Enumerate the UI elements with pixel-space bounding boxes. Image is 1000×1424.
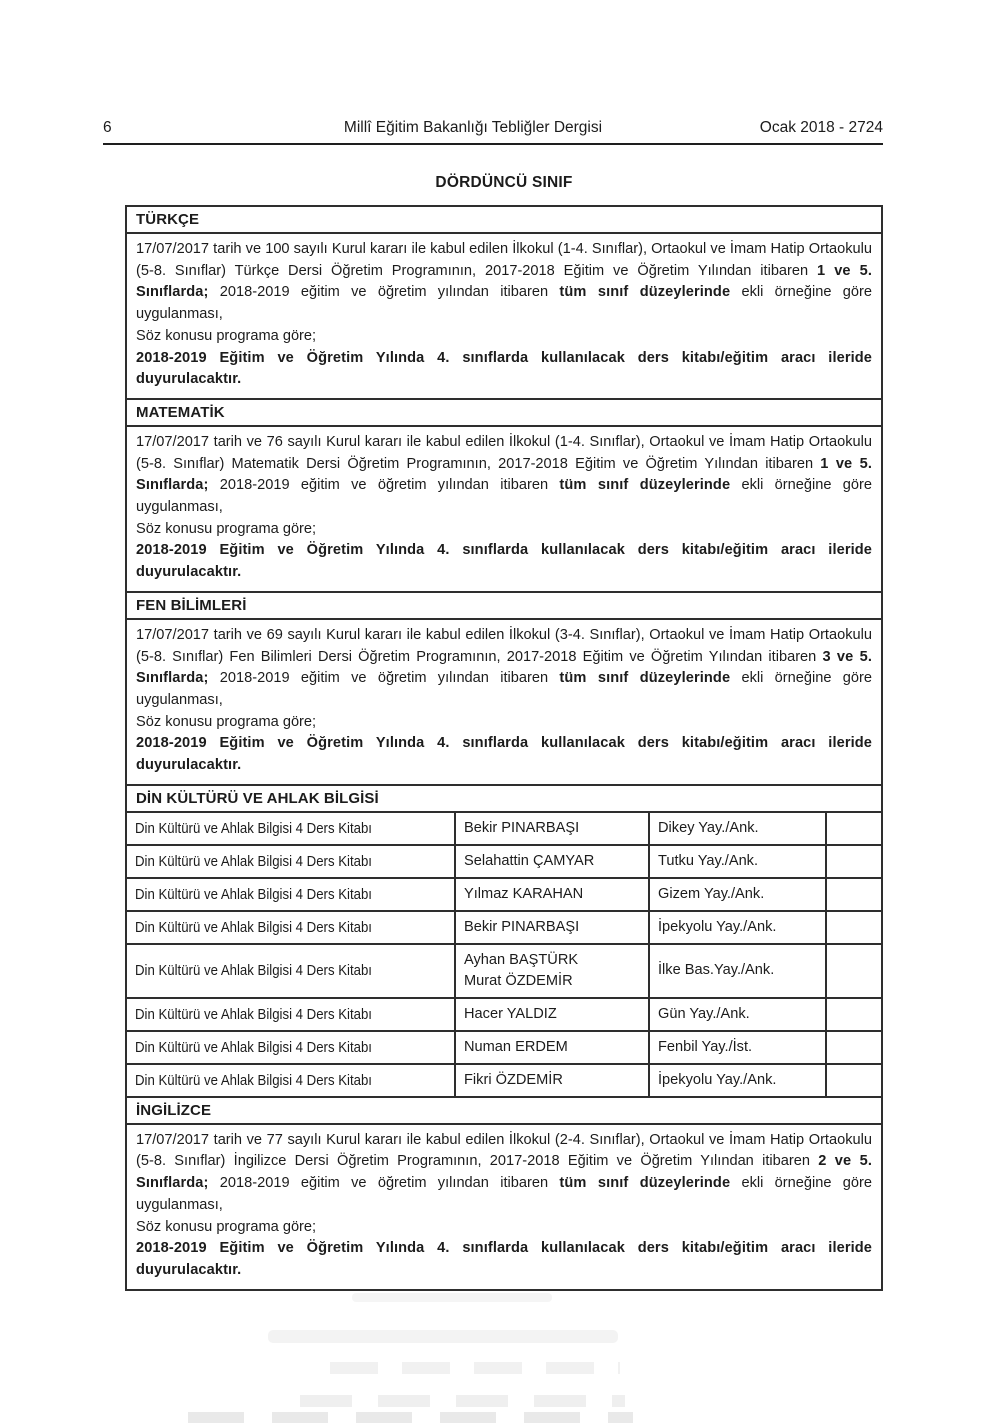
section-body-matematik: 17/07/2017 tarih ve 76 sayılı Kurul kararı ile kabul edilen İlkokul (1-4. Sınıflar), Ortaokul ve İmam Hatip Ortaokulu (5-8. Sınıflar) Matematik Dersi Öğretim Programının, 2017-2018 Eğitim ve Öğretim Yılından itibaren 1 ve 5. Sınıflarda; 2018-2019 eğitim ve öğretim yılından itibaren tüm sınıf düzeylerinde ekli örneğine göre uygulanması, Söz konusu programa göre; 2018-2019 Eğitim ve Öğretim Yılında 4. sınıflarda kullanılacak ders kitabı/eğitim aracı ileride duyurulacaktır. bbox=[127, 425, 881, 591]
section-header-din-kulturu: DİN KÜLTÜRÜ VE AHLAK BİLGİSİ bbox=[127, 784, 881, 811]
table-row bbox=[127, 997, 881, 1030]
publisher-cell: Fenbil Yay./İst. bbox=[648, 1032, 825, 1063]
author-cell: Bekir PINARBAŞI bbox=[454, 912, 648, 943]
table-row bbox=[127, 943, 881, 997]
empty-cell bbox=[825, 999, 881, 1030]
book-title-cell: Din Kültürü ve Ahlak Bilgisi 4 Ders Kitabı bbox=[135, 962, 372, 980]
empty-cell bbox=[825, 945, 881, 997]
table-row bbox=[127, 811, 881, 844]
author-cell: Yılmaz KARAHAN bbox=[454, 879, 648, 910]
table-row bbox=[127, 910, 881, 943]
author-cell: Fikri ÖZDEMİR bbox=[454, 1065, 648, 1096]
publisher-cell: Gün Yay./Ank. bbox=[648, 999, 825, 1030]
book-title-cell: Din Kültürü ve Ahlak Bilgisi 4 Ders Kitabı bbox=[135, 885, 372, 903]
page-number: 6 bbox=[103, 119, 112, 136]
publisher-cell: İlke Bas.Yay./Ank. bbox=[648, 945, 825, 997]
scan-artifact bbox=[300, 1395, 625, 1407]
book-title-cell: Din Kültürü ve Ahlak Bilgisi 4 Ders Kitabı bbox=[135, 918, 372, 936]
empty-cell bbox=[825, 813, 881, 844]
section-header-matematik: MATEMATİK bbox=[127, 398, 881, 425]
book-title-cell: Din Kültürü ve Ahlak Bilgisi 4 Ders Kitabı bbox=[135, 1071, 372, 1089]
author-cell: Hacer YALDIZ bbox=[454, 999, 648, 1030]
table-row bbox=[127, 844, 881, 877]
scan-artifact bbox=[330, 1362, 620, 1374]
section-body-fen-bilimleri: 17/07/2017 tarih ve 69 sayılı Kurul kararı ile kabul edilen İlkokul (3-4. Sınıflar), Ortaokul ve İmam Hatip Ortaokulu (5-8. Sınıflar) Fen Bilimleri Dersi Öğretim Programının, 2017-2018 Eğitim ve Öğretim Yılından itibaren 3 ve 5. Sınıflarda; 2018-2019 eğitim ve öğretim yılından itibaren tüm sınıf düzeylerinde ekli örneğine göre uygulanması, Söz konusu programa göre; 2018-2019 Eğitim ve Öğretim Yılında 4. sınıflarda kullanılacak ders kitabı/eğitim aracı ileride duyurulacaktır. bbox=[127, 618, 881, 784]
empty-cell bbox=[825, 1032, 881, 1063]
publisher-cell: Gizem Yay./Ank. bbox=[648, 879, 825, 910]
empty-cell bbox=[825, 846, 881, 877]
publisher-cell: Dikey Yay./Ank. bbox=[648, 813, 825, 844]
journal-title: Millî Eğitim Bakanlığı Tebliğler Dergisi bbox=[343, 119, 603, 136]
empty-cell bbox=[825, 912, 881, 943]
book-title-cell: Din Kültürü ve Ahlak Bilgisi 4 Ders Kitabı bbox=[135, 1038, 372, 1056]
scan-artifact bbox=[188, 1412, 633, 1423]
author-cell: Ayhan BAŞTÜRK Murat ÖZDEMİR bbox=[454, 945, 648, 997]
section-header-ingilizce: İNGİLİZCE bbox=[127, 1096, 881, 1123]
page-header bbox=[103, 119, 883, 145]
scan-artifact bbox=[268, 1330, 618, 1343]
issue-label: Ocak 2018 - 2724 bbox=[759, 119, 883, 136]
book-title-cell: Din Kültürü ve Ahlak Bilgisi 4 Ders Kitabı bbox=[135, 819, 372, 837]
empty-cell bbox=[825, 879, 881, 910]
doc-title: DÖRDÜNCÜ SINIF bbox=[435, 174, 573, 191]
section-header-turkce: TÜRKÇE bbox=[136, 211, 200, 228]
table-row bbox=[127, 1030, 881, 1063]
publisher-cell: Tutku Yay./Ank. bbox=[648, 846, 825, 877]
empty-cell bbox=[825, 1065, 881, 1096]
section-header-fen-bilimleri: FEN BİLİMLERİ bbox=[127, 591, 881, 618]
author-cell: Numan ERDEM bbox=[454, 1032, 648, 1063]
table-row bbox=[127, 877, 881, 910]
author-cell: Selahattin ÇAMYAR bbox=[454, 846, 648, 877]
publisher-cell: İpekyolu Yay./Ank. bbox=[648, 1065, 825, 1096]
author-cell: Bekir PINARBAŞI bbox=[454, 813, 648, 844]
section-body-turkce: 17/07/2017 tarih ve 100 sayılı Kurul kararı ile kabul edilen İlkokul (1-4. Sınıflar), Ortaokul ve İmam Hatip Ortaokulu (5-8. Sınıflar) Türkçe Dersi Öğretim Programının, 2017-2018 Eğitim ve Öğretim Yılından itibaren 1 ve 5. Sınıflarda; 2018-2019 eğitim ve öğretim yılından itibaren tüm sınıf düzeylerinde ekli örneğine göre uygulanması, Söz konusu programa göre; 2018-2019 Eğitim ve Öğretim Yılında 4. sınıflarda kullanılacak ders kitabı/eğitim aracı ileride duyurulacaktır. bbox=[127, 232, 881, 398]
book-title-cell: Din Kültürü ve Ahlak Bilgisi 4 Ders Kitabı bbox=[135, 1005, 372, 1023]
section-body-ingilizce: 17/07/2017 tarih ve 77 sayılı Kurul kararı ile kabul edilen İlkokul (2-4. Sınıflar), Ortaokul ve İmam Hatip Ortaokulu (5-8. Sınıflar) İngilizce Dersi Öğretim Programının, 2017-2018 Eğitim ve Öğretim Yılından itibaren 2 ve 5. Sınıflarda; 2018-2019 eğitim ve öğretim yılından itibaren tüm sınıf düzeylerinde ekli örneğine göre uygulanması, Söz konusu programa göre; 2018-2019 Eğitim ve Öğretim Yılında 4. sınıflarda kullanılacak ders kitabı/eğitim aracı ileride duyurulacaktır. bbox=[127, 1123, 881, 1289]
sections-container bbox=[125, 205, 883, 1291]
publisher-cell: İpekyolu Yay./Ank. bbox=[648, 912, 825, 943]
book-title-cell: Din Kültürü ve Ahlak Bilgisi 4 Ders Kitabı bbox=[135, 852, 372, 870]
table-row bbox=[127, 1063, 881, 1096]
scan-artifact bbox=[352, 1293, 552, 1302]
